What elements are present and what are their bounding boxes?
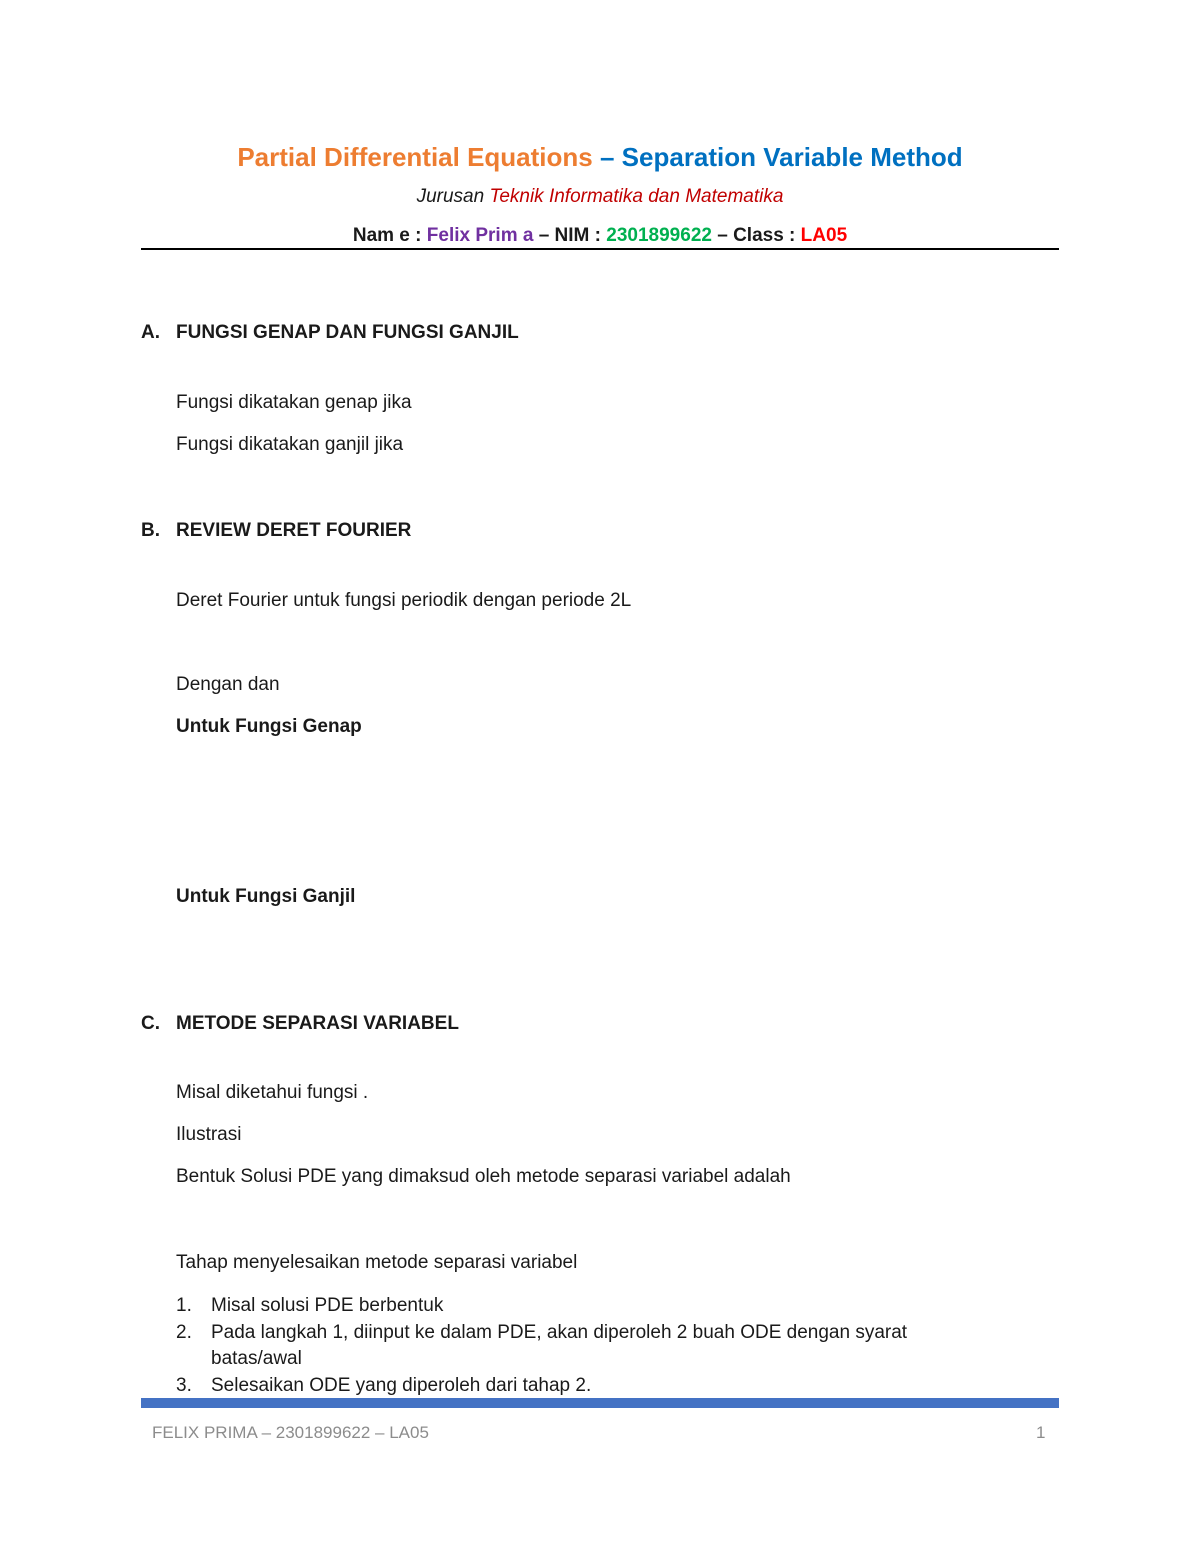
title-part-1: Partial Differential Equations <box>237 142 593 172</box>
section-a-heading <box>141 322 519 344</box>
list-number: 1. <box>176 1295 192 1316</box>
section-c-line-4: Tahap menyelesaikan metode separasi variabel <box>176 1252 578 1273</box>
section-a-line-1: Fungsi dikatakan genap jika <box>176 392 412 413</box>
section-b-title: REVIEW DERET FOURIER <box>176 520 412 541</box>
list-item-continuation: batas/awal <box>211 1348 302 1369</box>
name-label: Nam e : <box>352 225 427 246</box>
list-number: 3. <box>176 1375 192 1396</box>
list-number: 2. <box>176 1322 192 1343</box>
subheading-odd-function: Untuk Fungsi Ganjil <box>176 886 356 907</box>
subheading-even-function: Untuk Fungsi Genap <box>176 716 362 737</box>
class-value: LA05 <box>800 225 848 246</box>
section-b-line-2: Dengan dan <box>176 674 280 695</box>
section-b-line-1: Deret Fourier untuk fungsi periodik dengan periode 2L <box>176 590 632 611</box>
list-item <box>176 1322 907 1344</box>
footer-divider <box>141 1398 1059 1408</box>
section-c-title: METODE SEPARASI VARIABEL <box>176 1013 459 1034</box>
list-item <box>176 1375 591 1397</box>
section-c-line-2: Ilustrasi <box>176 1124 242 1145</box>
section-a-letter: A. <box>141 322 160 343</box>
title-part-2: Separation Variable Method <box>621 142 963 172</box>
nim-value: 2301899622 <box>606 225 712 246</box>
list-text: Selesaikan ODE yang diperoleh dari tahap 2. <box>211 1375 592 1396</box>
class-label: – Class : <box>711 225 801 246</box>
page-number: 1 <box>1036 1423 1046 1442</box>
section-b-letter: B. <box>141 520 160 541</box>
subtitle-part-2: Teknik Informatika dan Matematika <box>489 186 784 207</box>
name-value: Felix Prim a <box>426 225 534 246</box>
page-subtitle <box>0 186 1200 208</box>
section-c-letter: C. <box>141 1013 160 1034</box>
list-text: Pada langkah 1, diinput ke dalam PDE, akan diperoleh 2 buah ODE dengan syarat <box>211 1322 908 1343</box>
student-id-line <box>0 225 1200 247</box>
subtitle-part-1: Jurusan <box>416 186 490 207</box>
section-c-heading <box>141 1013 459 1035</box>
page-title <box>0 142 1200 173</box>
list-item <box>176 1295 443 1317</box>
section-a-title: FUNGSI GENAP DAN FUNGSI GANJIL <box>176 322 519 343</box>
section-a-line-2: Fungsi dikatakan ganjil jika <box>176 434 404 455</box>
section-c-line-3: Bentuk Solusi PDE yang dimaksud oleh metode separasi variabel adalah <box>176 1166 791 1187</box>
title-separator: – <box>592 142 622 172</box>
section-c-line-1: Misal diketahui fungsi . <box>176 1082 369 1103</box>
section-b-heading <box>141 520 411 542</box>
header-divider <box>141 248 1059 250</box>
nim-label: – NIM : <box>533 225 607 246</box>
list-text: Misal solusi PDE berbentuk <box>211 1295 444 1316</box>
footer-author-info: FELIX PRIMA – 2301899622 – LA05 <box>152 1423 429 1442</box>
